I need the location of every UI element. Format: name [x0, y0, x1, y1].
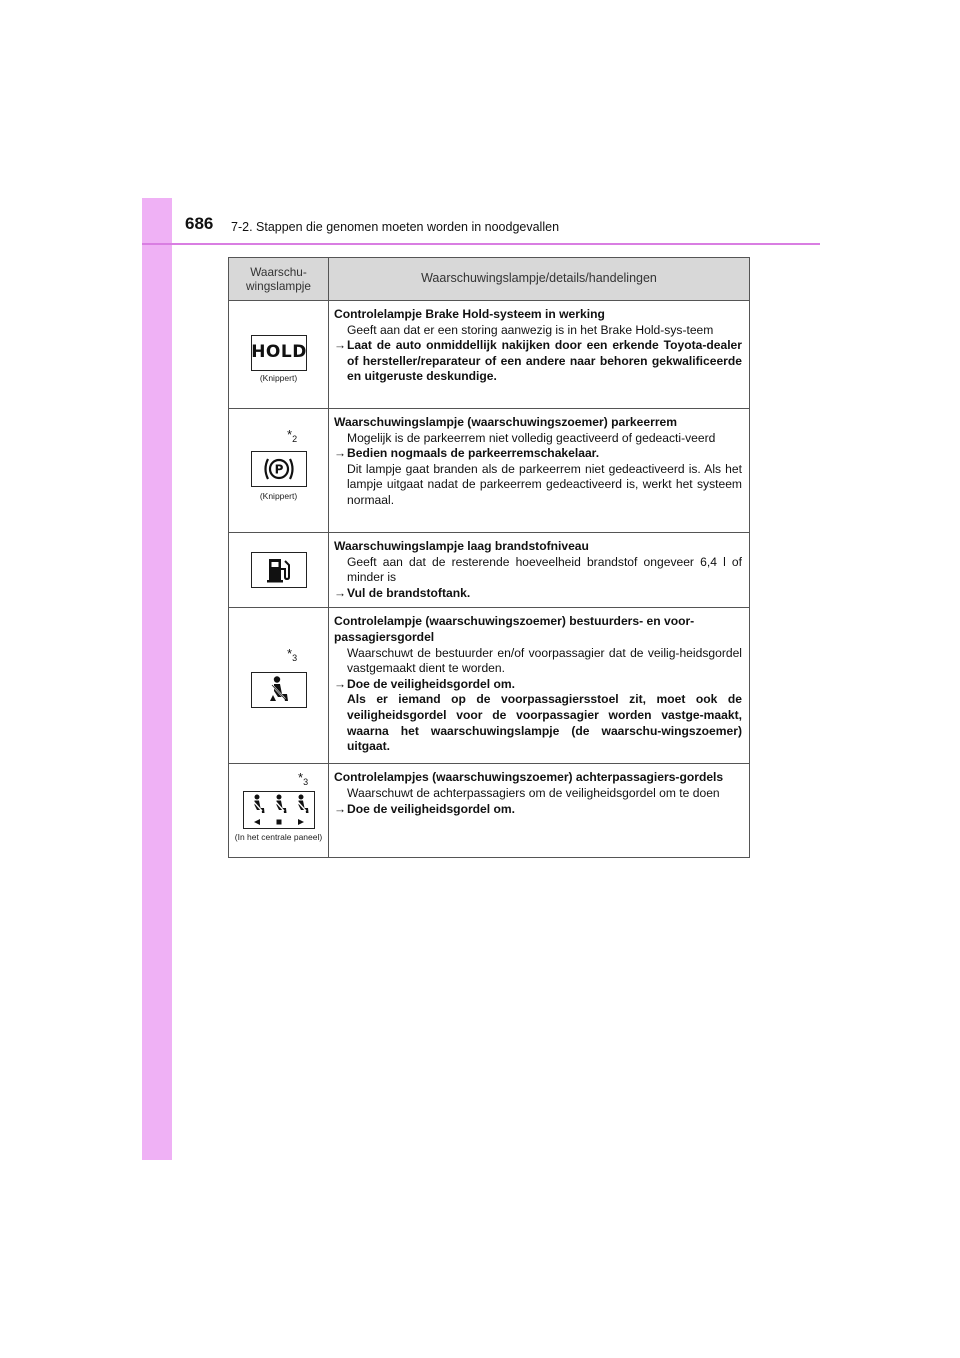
details-cell — [329, 409, 750, 533]
row-description: Waarschuwt de achterpassagiers om de veiligheidsgordel om te doen — [347, 785, 720, 800]
icon-cell — [229, 409, 329, 533]
row-action — [334, 586, 742, 602]
row-description: Geeft aan dat er een storing aanwezig is in het Brake Hold-sys-teem — [347, 322, 714, 337]
warning-lights-table — [228, 257, 750, 858]
row-description: Mogelijk is de parkeerrem niet volledig geactiveerd of gedeacti-veerd — [347, 430, 716, 445]
seatbelt-icon — [251, 672, 307, 708]
svg-text:P: P — [274, 462, 284, 477]
details-cell — [329, 608, 750, 764]
arrow-icon: → — [334, 338, 347, 353]
row-action — [334, 677, 742, 693]
parking-brake-icon-svg — [259, 454, 299, 484]
page-number: 686 — [185, 214, 214, 233]
row-title: Controlelampje Brake Hold-systeem in werking — [334, 307, 605, 321]
arrow-icon: → — [334, 801, 347, 816]
arrow-icon: → — [334, 446, 347, 461]
row-description: Geeft aan dat de resterende hoeveelheid brandstof ongeveer 6,4 l of minder is — [347, 554, 742, 585]
icon-cell — [229, 301, 329, 409]
row-title: Controlelampje (waarschuwingszoemer) bestuurders- en voor-passagiersgordel — [334, 614, 695, 644]
icon-cell — [229, 608, 329, 764]
row-extra: Als er iemand op de voorpassagiersstoel zit, moet ook de veiligheidsgordel voor de voorpassagier worden vastge-maakt, waarna het waarschuwingslampje (de waarschu-wingszoemer) uitgaat. — [347, 692, 742, 754]
col-header-details: Waarschuwingslampje/details/handelingen — [329, 258, 750, 301]
row-action — [334, 446, 742, 462]
arrow-icon: → — [334, 676, 347, 691]
icon-cell — [229, 533, 329, 608]
table-row — [229, 409, 750, 533]
row-action-text: Doe de veiligheidsgordel om. — [347, 676, 516, 691]
fuel-pump-icon-svg — [264, 556, 294, 584]
footnote-marker: $*_3$ — [298, 770, 309, 788]
fuel-pump-icon — [251, 552, 307, 588]
row-extra: Dit lampje gaat branden als de parkeerrem niet gedeactiveerd is. Als het lampje uitgaat nadat de parkeerrem gedeactiveerd is, werkt het systeem normaal. — [347, 461, 742, 507]
hold-icon — [251, 335, 307, 371]
section-title: 7-2. Stappen die genomen moeten worden in noodgevallen — [231, 220, 560, 234]
row-description: Waarschuwt de bestuurder en/of voorpassagier dat de veilig-heidsgordel vastgemaakt dient te worden. — [347, 645, 742, 676]
table-row — [229, 533, 750, 608]
col-header-lamp: Waarschu-wingslampje — [229, 258, 329, 301]
icon-caption: (In het centrale paneel) — [234, 832, 323, 843]
icon-caption: (Knippert) — [259, 373, 298, 383]
header-rule — [142, 243, 820, 245]
table-row — [229, 764, 750, 858]
rear-seatbelts-icon — [243, 791, 315, 829]
rear-seatbelts-icon-svg — [246, 793, 312, 827]
row-title: Waarschuwingslampje (waarschuwingszoemer) parkeerrem — [334, 415, 678, 429]
row-title: Controlelampjes (waarschuwingszoemer) achterpassagiers-gordels — [334, 770, 724, 785]
icon-cell — [229, 764, 329, 858]
footnote-number: 3 — [303, 777, 309, 788]
table-header-row — [229, 258, 750, 301]
footnote-marker: $*_2$ — [287, 427, 298, 444]
row-action-text: Doe de veiligheidsgordel om. — [347, 801, 516, 816]
details-cell — [329, 764, 750, 858]
table-row — [229, 608, 750, 764]
footnote-marker: $*_3$ — [287, 646, 298, 664]
details-cell — [329, 533, 750, 608]
arrow-icon: → — [334, 585, 347, 600]
footnote-number: 2 — [292, 434, 298, 444]
row-action-text: Bedien nogmaals de parkeerremschakelaar. — [347, 446, 600, 461]
footnote-number: 3 — [292, 653, 298, 664]
hold-icon-text: HOLD — [251, 342, 307, 363]
icon-caption: (Knippert) — [259, 491, 298, 501]
details-cell — [329, 301, 750, 409]
row-title: Waarschuwingslampje laag brandstofniveau — [334, 539, 589, 553]
table-row — [229, 301, 750, 409]
side-tab-band — [142, 198, 172, 1160]
row-action-text: Vul de brandstoftank. — [347, 585, 471, 600]
row-action — [334, 338, 742, 385]
row-action-text: Laat de auto onmiddellijk nakijken door een erkende Toyota-dealer of hersteller/reparateur of een andere naar behoren gekwalificeerde en uitgeruste deskundige. — [347, 338, 742, 384]
row-action — [334, 802, 742, 818]
parking-brake-icon — [251, 451, 307, 487]
seatbelt-icon-svg — [264, 675, 294, 705]
